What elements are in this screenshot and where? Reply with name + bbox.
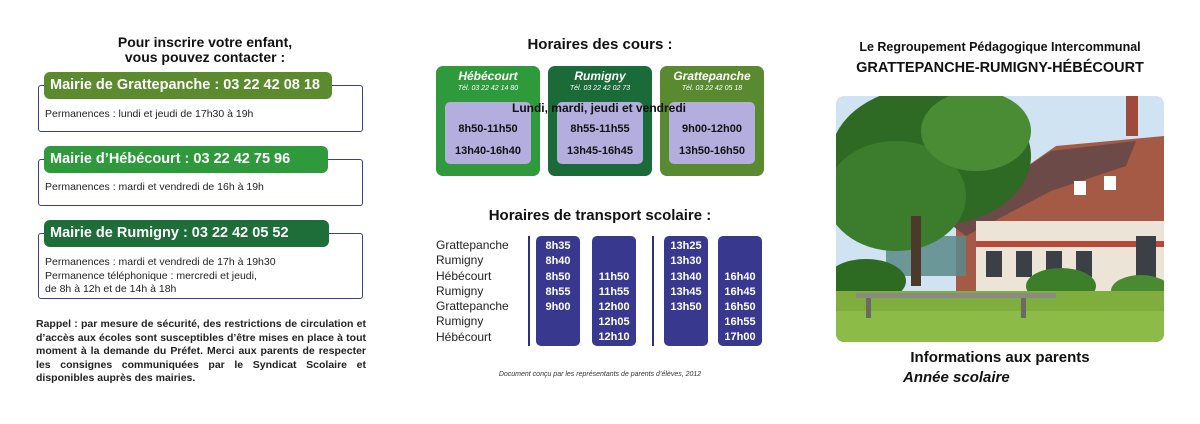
bus-time: 8h55 bbox=[545, 286, 571, 298]
bus-stop: Hébécourt bbox=[436, 329, 492, 344]
hours-afternoon: 13h40-16h40 bbox=[454, 145, 522, 157]
cours-title: Horaires des cours : bbox=[527, 36, 673, 53]
bus-column-noon-out bbox=[592, 236, 636, 346]
rpi-subtitle: GRATTEPANCHE-RUMIGNY-HÉBÉCOURT bbox=[856, 60, 1144, 76]
hours-afternoon: 13h45-16h45 bbox=[566, 145, 634, 157]
mairie-rumigny-line3: de 8h à 12h et de 14h à 18h bbox=[45, 283, 177, 295]
school-building-illustration bbox=[836, 96, 1164, 342]
bus-time: 8h35 bbox=[545, 240, 571, 252]
bus-column-morning-in bbox=[536, 236, 580, 346]
mairie-grattepanche-hours: Permanences : lundi et jeudi de 17h30 à 19h bbox=[45, 108, 254, 120]
school-tel: Tél. 03 22 42 02 73 bbox=[569, 85, 631, 92]
bus-time: 12h10 bbox=[598, 331, 630, 343]
bus-time: 13h30 bbox=[670, 255, 702, 267]
school-building-photo bbox=[836, 96, 1164, 342]
contact-title-line1: Pour inscrire votre enfant, bbox=[117, 34, 293, 50]
mairie-rumigny-heading: Mairie de Rumigny : 03 22 42 05 52 bbox=[44, 220, 329, 247]
bus-time: 12h05 bbox=[598, 316, 630, 328]
mairie-rumigny-line2: Permanence téléphonique : mercredi et jeudi, bbox=[45, 269, 257, 282]
bus-time: 16h40 bbox=[724, 271, 756, 283]
info-title: Informations aux parents bbox=[910, 349, 1090, 366]
hours-afternoon: 13h50-16h50 bbox=[678, 145, 746, 157]
bus-stop: Grattepanche bbox=[436, 299, 509, 314]
school-days: Lundi, mardi, jeudi et vendredi bbox=[511, 101, 687, 115]
bus-stop: Hébécourt bbox=[436, 268, 492, 283]
bus-time: 17h00 bbox=[724, 331, 756, 343]
bus-column-evening-out bbox=[718, 236, 762, 346]
bus-column-afternoon-in bbox=[664, 236, 708, 346]
divider-line bbox=[528, 236, 530, 346]
bus-stop: Rumigny bbox=[436, 253, 484, 268]
mairie-hebecourt-heading: Mairie d’Hébécourt : 03 22 42 75 96 bbox=[44, 146, 328, 173]
mairie-grattepanche-heading: Mairie de Grattepanche : 03 22 42 08 18 bbox=[44, 72, 332, 99]
bus-stop: Grattepanche bbox=[436, 238, 509, 252]
transport-title: Horaires de transport scolaire : bbox=[488, 207, 712, 224]
bus-time: 9h00 bbox=[545, 301, 571, 313]
bus-time: 8h50 bbox=[545, 271, 571, 283]
bus-time: 13h50 bbox=[670, 301, 702, 313]
bus-time: 16h45 bbox=[724, 286, 756, 298]
contact-title bbox=[40, 35, 370, 65]
bus-stop: Rumigny bbox=[436, 283, 484, 298]
bus-time: 13h40 bbox=[670, 271, 702, 283]
bus-time: 12h00 bbox=[598, 301, 630, 313]
mairie-hebecourt-hours: Permanences : mardi et vendredi de 16h à 19h bbox=[45, 181, 264, 193]
school-tel: Tél. 03 22 42 14 80 bbox=[457, 85, 519, 92]
bus-time: 8h40 bbox=[545, 255, 571, 267]
contact-title-line2: vous pouvez contacter : bbox=[124, 49, 286, 65]
document-credit: Document conçu par les représentants de parents d’élèves, 2012 bbox=[498, 371, 702, 378]
bus-time: 16h55 bbox=[724, 316, 756, 328]
bus-time: 11h55 bbox=[598, 286, 630, 298]
school-tel: Tél. 03 22 42 05 18 bbox=[681, 85, 743, 92]
hours-morning: 8h55-11h55 bbox=[570, 123, 630, 135]
rappel-paragraph: Rappel : par mesure de sécurité, des restrictions de circulation et d’accès aux écoles sont susceptibles d’être mises en place à tout moment à la demande du Préfet. Merci aux parents de respecter les consignes communiquées par le Syndicat Scolaire et disponibles auprès des mairies. bbox=[36, 318, 366, 384]
hours-morning: 8h50-11h50 bbox=[458, 123, 518, 135]
annee-scolaire: Année scolaire bbox=[903, 369, 1010, 386]
school-name: Grattepanche bbox=[673, 69, 751, 83]
rpi-title: Le Regroupement Pédagogique Intercommunal bbox=[859, 40, 1141, 54]
bus-time: 16h50 bbox=[724, 301, 756, 313]
hours-morning: 9h00-12h00 bbox=[682, 123, 742, 135]
divider-line bbox=[652, 236, 654, 346]
bus-stop-list bbox=[436, 238, 509, 345]
bus-stop: Rumigny bbox=[436, 314, 484, 329]
school-name: Rumigny bbox=[574, 69, 626, 83]
bus-time: 13h25 bbox=[670, 240, 702, 252]
mairie-rumigny-hours bbox=[45, 256, 276, 297]
mairie-rumigny-line1: Permanences : mardi et vendredi de 17h à 19h30 bbox=[45, 256, 276, 268]
school-name: Hébécourt bbox=[458, 69, 518, 83]
bus-time: 13h45 bbox=[670, 286, 702, 298]
bus-time: 11h50 bbox=[598, 271, 630, 283]
